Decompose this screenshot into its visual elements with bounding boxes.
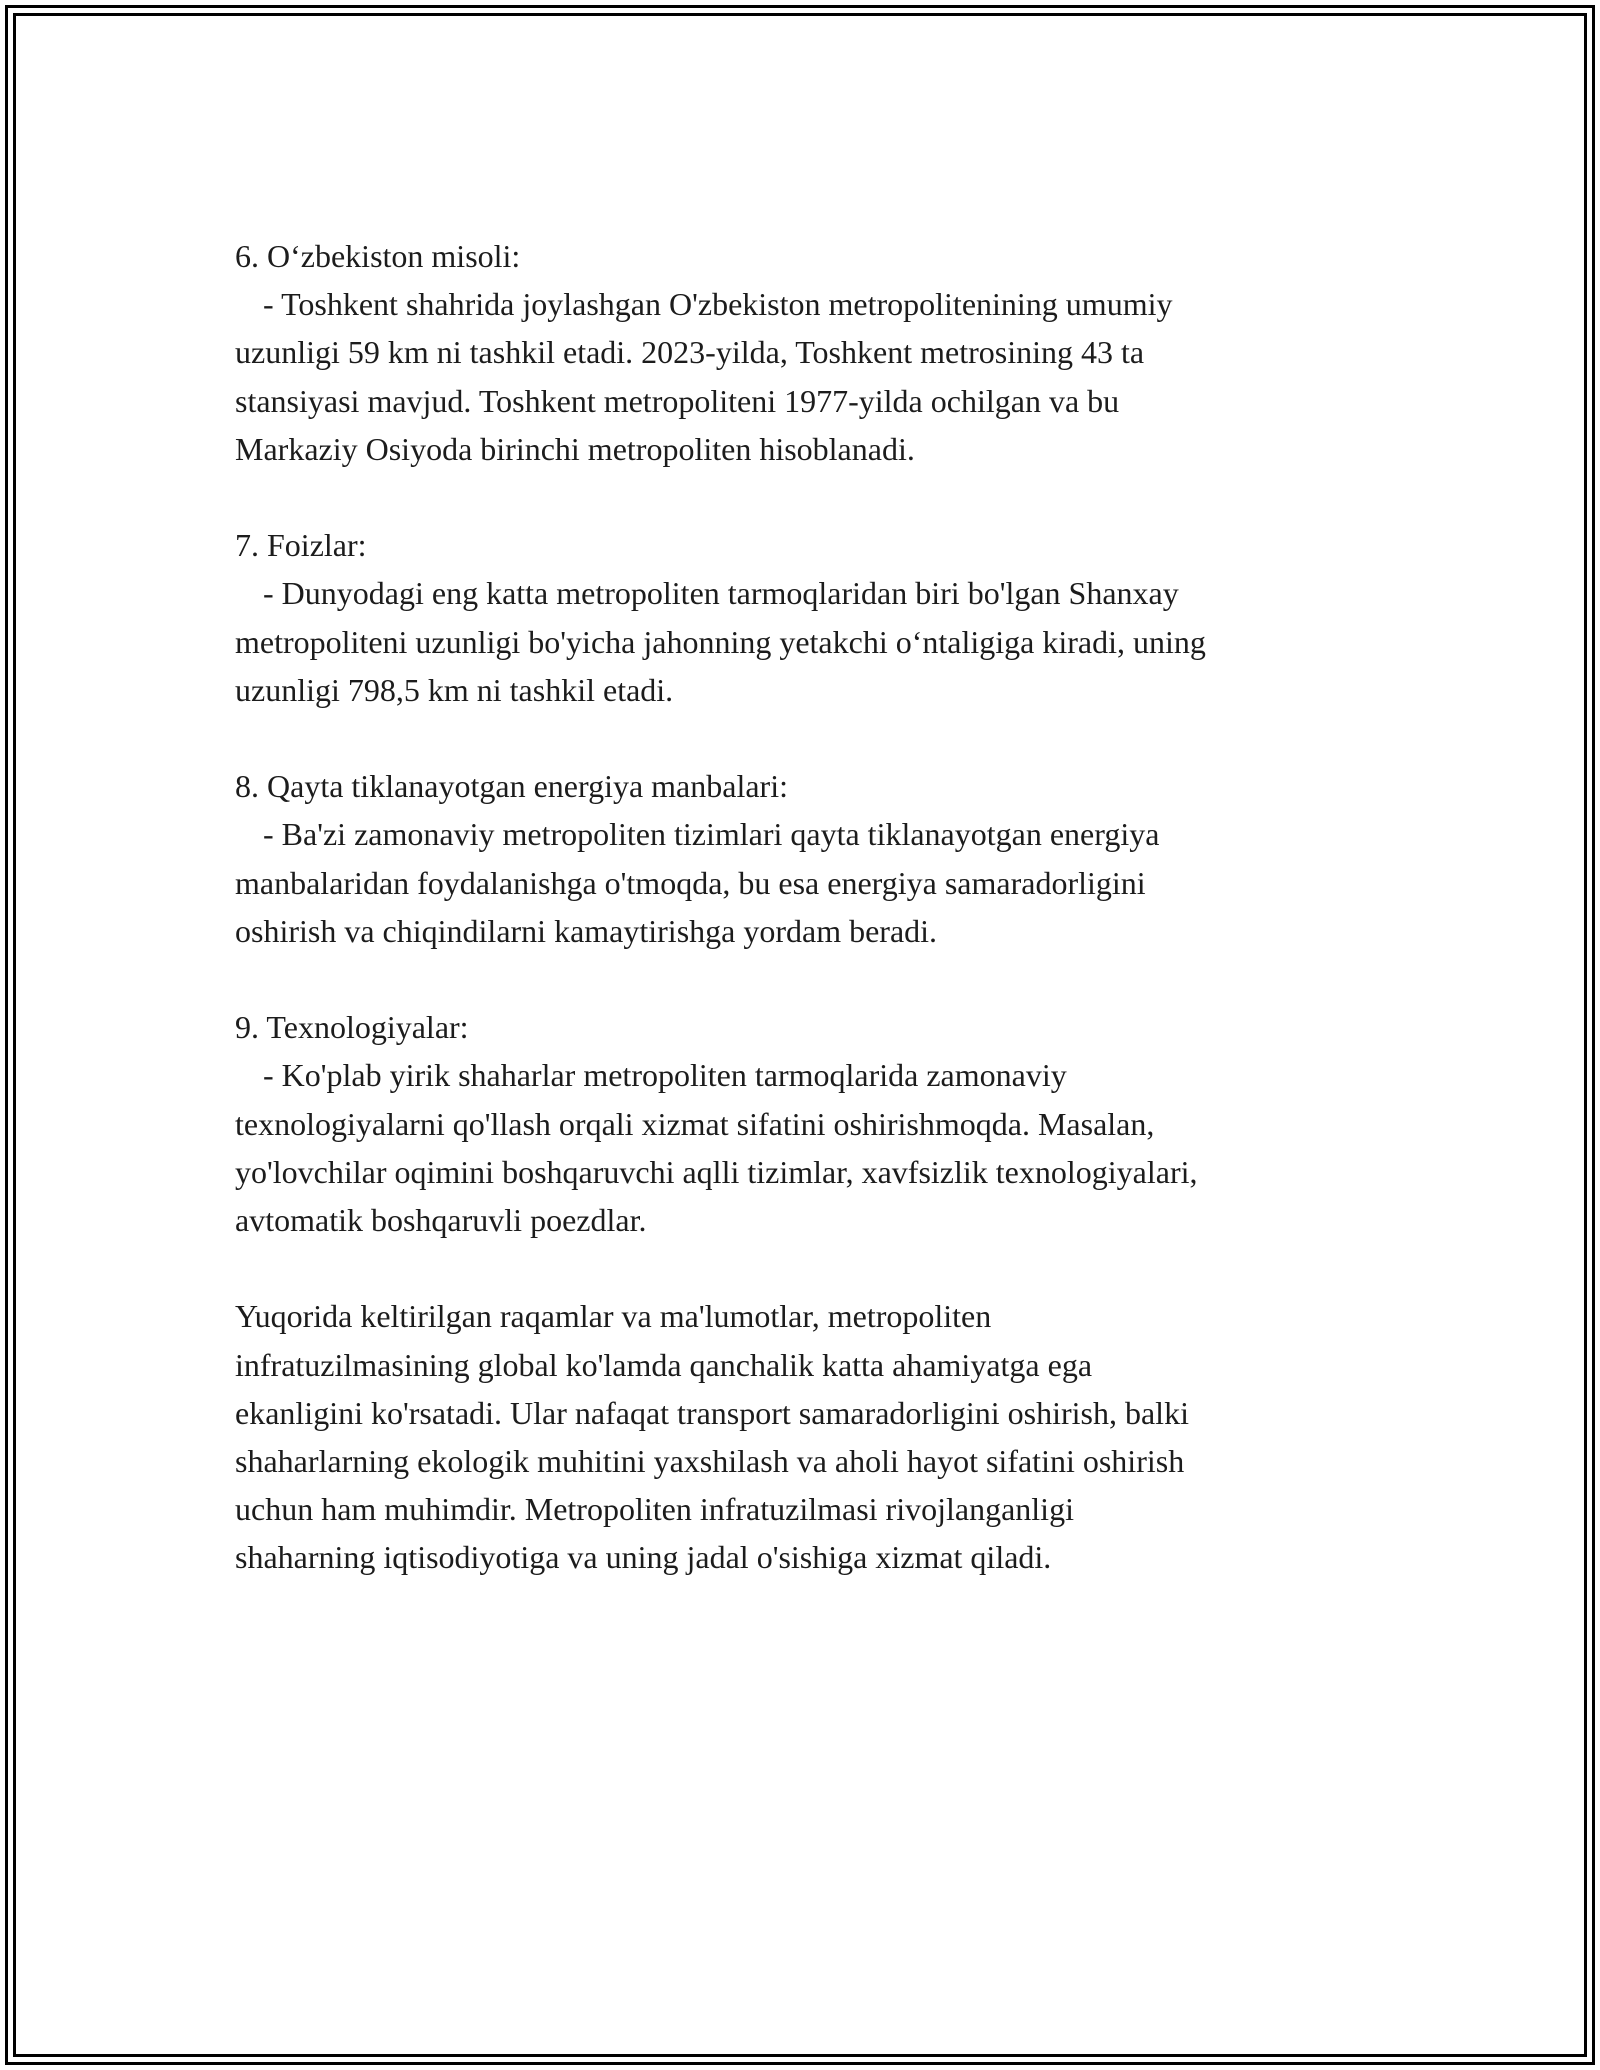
section-9-technologies xyxy=(235,1003,1375,1244)
paragraph-line: metropoliteni uzunligi bo'yicha jahonning yetakchi o‘ntaligiga kiradi, uning xyxy=(235,623,1206,660)
paragraph-line: - Ko'plab yirik shaharlar metropoliten tarmoqlarida zamonaviy xyxy=(263,1057,1067,1094)
paragraph-line: - Ba'zi zamonaviy metropoliten tizimlari qayta tiklanayotgan energiya xyxy=(263,816,1160,853)
section-title: 9. Texnologiyalar: xyxy=(235,1009,469,1046)
conclusion-paragraph xyxy=(235,1292,1375,1581)
section-7-percentages xyxy=(235,521,1375,714)
section-title: 8. Qayta tiklanayotgan energiya manbalari: xyxy=(235,768,788,805)
paragraph-line: - Toshkent shahrida joylashgan O'zbekiston metropolitenining umumiy xyxy=(263,286,1173,323)
paragraph-line: Markaziy Osiyoda birinchi metropoliten hisoblanadi. xyxy=(235,430,915,467)
document-body xyxy=(235,232,1375,1630)
paragraph-line: uchun ham muhimdir. Metropoliten infratuzilmasi rivojlanganligi xyxy=(235,1491,1074,1528)
paragraph-line: - Dunyodagi eng katta metropoliten tarmoqlaridan biri bo'lgan Shanxay xyxy=(263,575,1179,612)
paragraph-line: avtomatik boshqaruvli poezdlar. xyxy=(235,1202,647,1239)
paragraph-line: shaharning iqtisodiyotiga va uning jadal o'sishiga xizmat qiladi. xyxy=(235,1539,1052,1576)
paragraph-line: texnologiyalarni qo'llash orqali xizmat sifatini oshirishmoqda. Masalan, xyxy=(235,1105,1155,1142)
section-title: 7. Foizlar: xyxy=(235,527,367,564)
paragraph-line: infratuzilmasining global ko'lamda qanchalik katta ahamiyatga ega xyxy=(235,1346,1093,1383)
section-8-renewable-energy xyxy=(235,762,1375,955)
paragraph-line: stansiyasi mavjud. Toshkent metropoliteni 1977-yilda ochilgan va bu xyxy=(235,382,1120,419)
paragraph-line: shaharlarning ekologik muhitini yaxshilash va aholi hayot sifatini oshirish xyxy=(235,1443,1185,1480)
section-6-uzbekistan-example xyxy=(235,232,1375,473)
paragraph-line: Yuqorida keltirilgan raqamlar va ma'lumotlar, metropoliten xyxy=(235,1298,992,1335)
paragraph-line: ekanligini ko'rsatadi. Ular nafaqat transport samaradorligini oshirish, balki xyxy=(235,1394,1189,1431)
paragraph-line: manbalaridan foydalanishga o'tmoqda, bu esa energiya samaradorligini xyxy=(235,864,1146,901)
paragraph-line: yo'lovchilar oqimini boshqaruvchi aqlli tizimlar, xavfsizlik texnologiyalari, xyxy=(235,1153,1198,1190)
paragraph-line: uzunligi 798,5 km ni tashkil etadi. xyxy=(235,671,674,708)
section-title: 6. O‘zbekiston misoli: xyxy=(235,238,521,274)
paragraph-line: uzunligi 59 km ni tashkil etadi. 2023-yilda, Toshkent metrosining 43 ta xyxy=(235,334,1145,371)
paragraph-line: oshirish va chiqindilarni kamaytirishga yordam beradi. xyxy=(235,912,938,949)
